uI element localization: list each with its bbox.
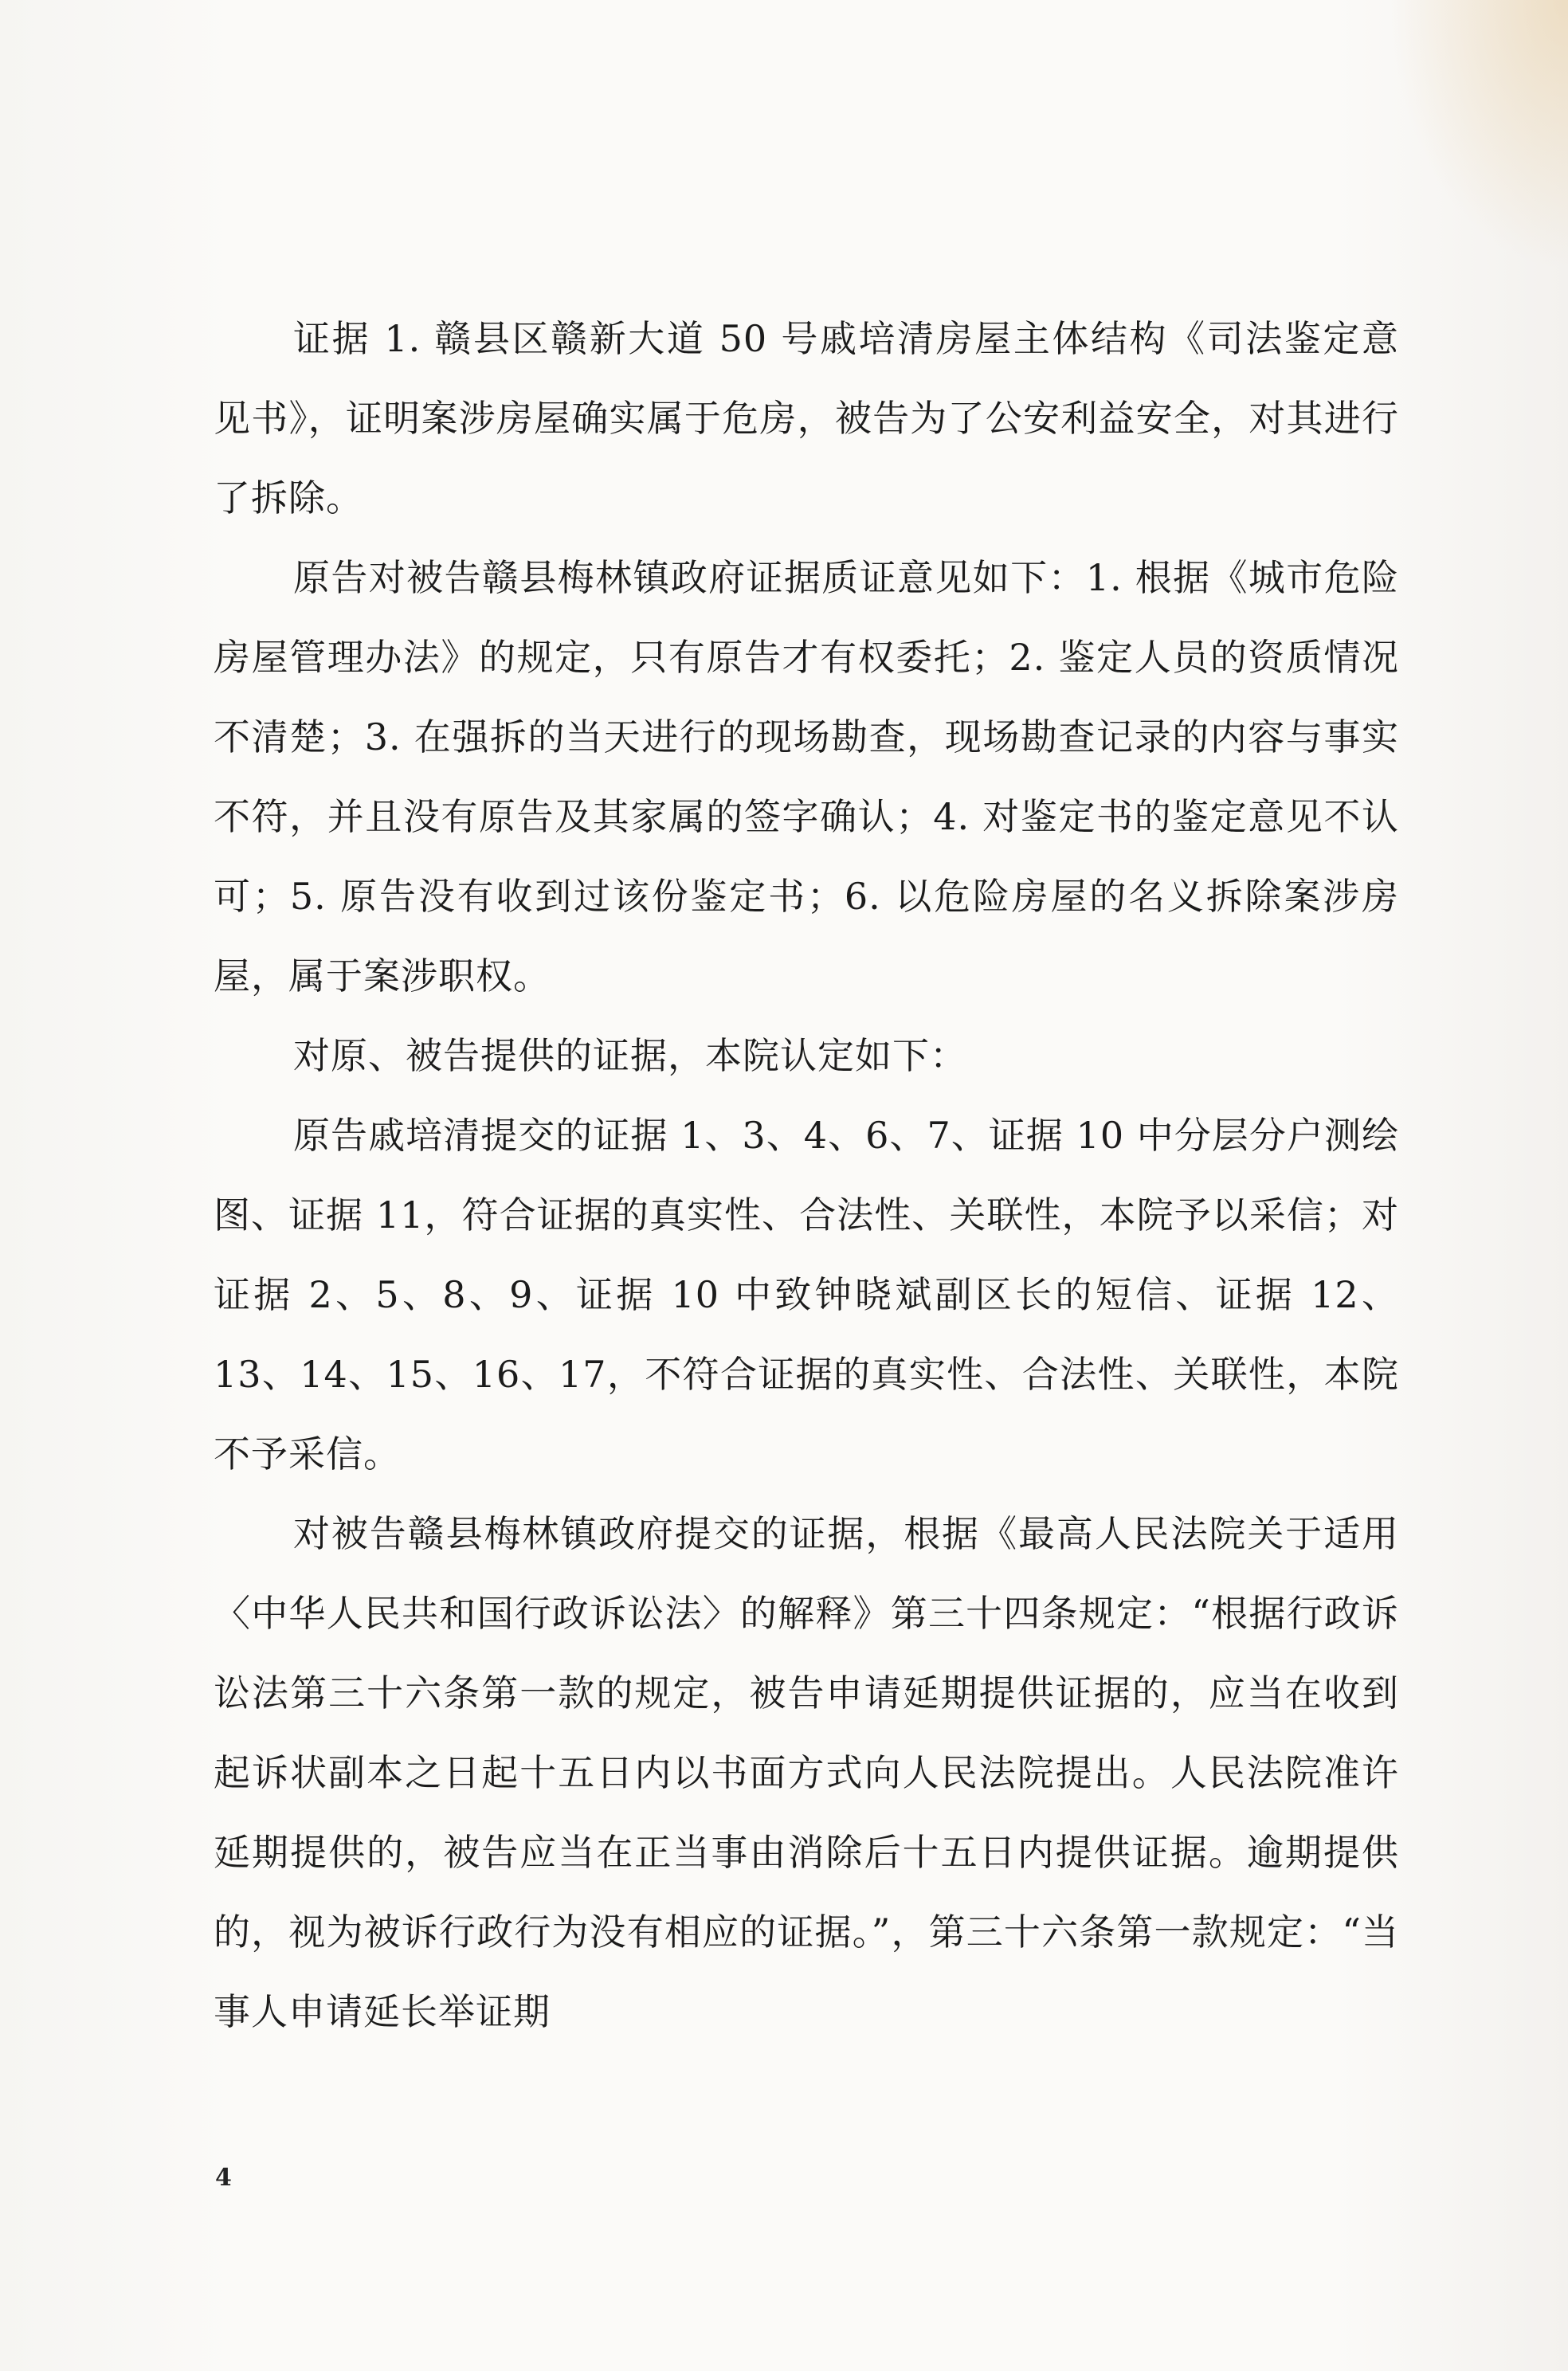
page-number: 4	[215, 2164, 232, 2192]
paragraph-plaintiff-evidence-ruling: 原告戚培清提交的证据 1、3、4、6、7、证据 10 中分层分户测绘图、证据 11，符合证据的真实性、合法性、关联性，本院予以采信；对证据 2、5、8、9、证据 10 中致钟晓斌副区长的短信、证据 12、13、14、15、16、17，不符合证据的真实性、合法性、关联性，本院不予采信。	[214, 1114, 1399, 1476]
paragraph-defendant-evidence-ruling: 对被告赣县梅林镇政府提交的证据，根据《最高人民法院关于适用〈中华人民共和国行政诉讼法〉的解释》第三十四条规定：“根据行政诉讼法第三十六条第一款的规定，被告申请延期提供证据的，应当在收到起诉状副本之日起十五日内以书面方式向人民法院提出。人民法院准许延期提供的，被告应当在正当事由消除后十五日内提供证据。逾期提供的，视为被诉行政行为没有相应的证据。”，第三十六条第一款规定：“当事人申请延长举证期	[214, 1512, 1399, 2033]
paragraph-court-finding-intro: 对原、被告提供的证据，本院认定如下：	[293, 1034, 967, 1077]
paragraph-evidence-1: 证据 1. 赣县区赣新大道 50 号戚培清房屋主体结构《司法鉴定意见书》，证明案涉房屋确实属于危房，被告为了公安利益安全，对其进行了拆除。	[214, 317, 1399, 519]
paragraph-plaintiff-cross-examination: 原告对被告赣县梅林镇政府证据质证意见如下：1. 根据《城市危险房屋管理办法》的规定，只有原告才有权委托；2. 鉴定人员的资质情况不清楚；3. 在强拆的当天进行的现场勘查，现场勘查记录的内容与事实不符，并且没有原告及其家属的签字确认；4. 对鉴定书的鉴定意见不认可；5. 原告没有收到过该份鉴定书；6. 以危险房屋的名义拆除案涉房屋，属于案涉职权。	[214, 556, 1399, 997]
document-body	[214, 299, 1399, 2052]
